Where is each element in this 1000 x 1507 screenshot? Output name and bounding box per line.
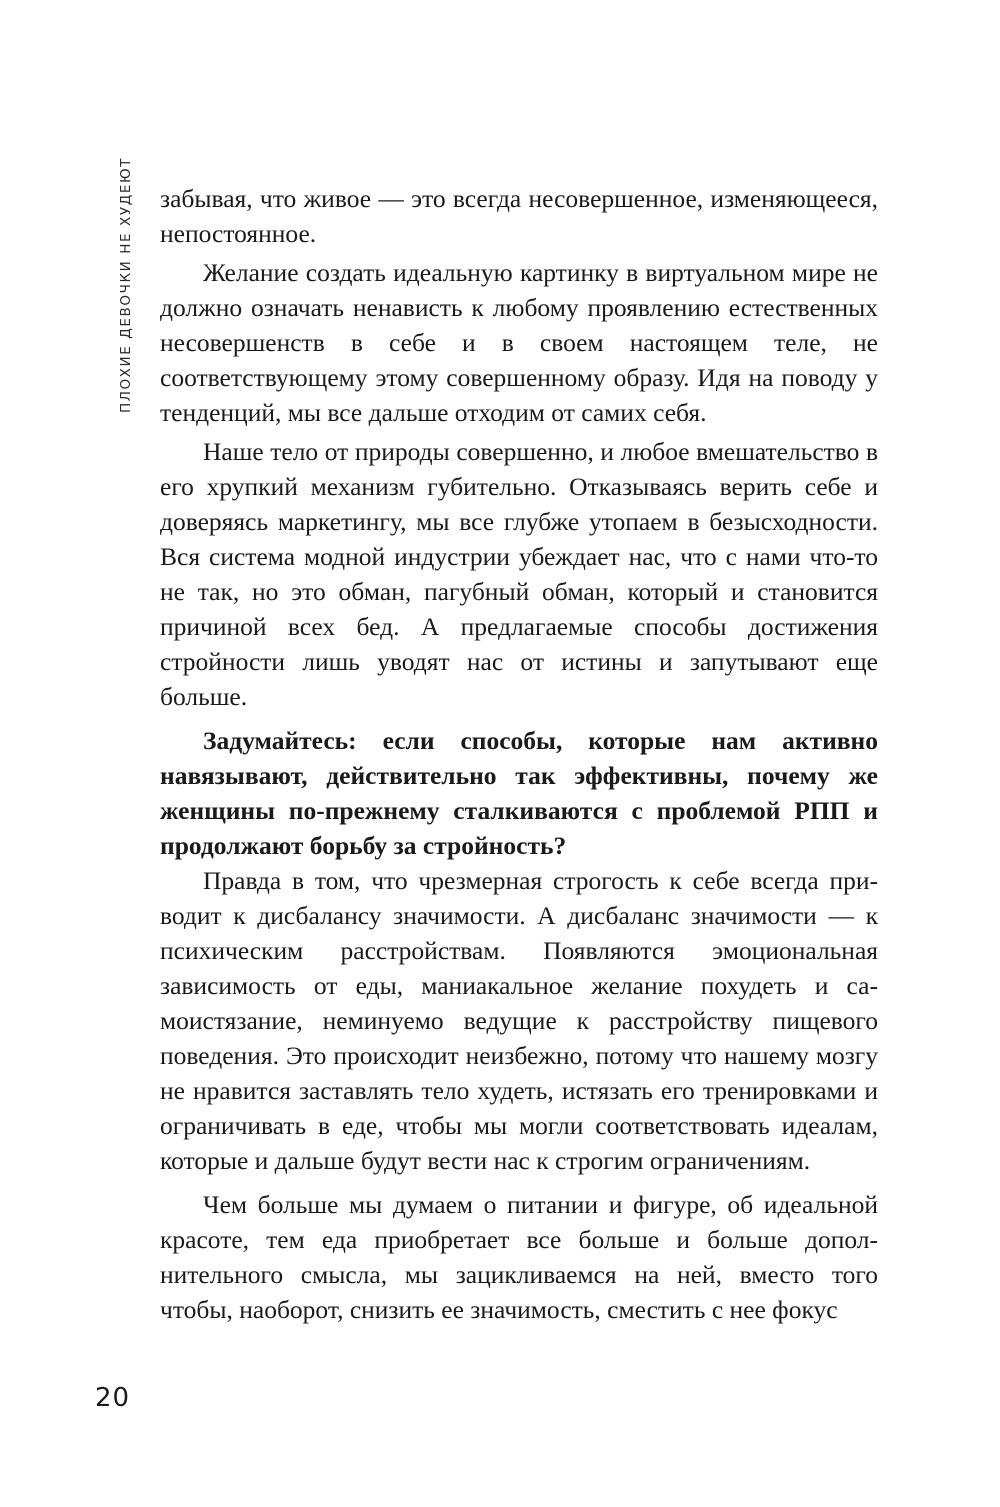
paragraph-1: забывая, что живое — это всегда несовершенное, изменяющееся, непостоянное.	[160, 184, 878, 248]
paragraph-3: Наше тело от природы совершенно, и любое вмешательство в его хрупкий механизм губительно. Отказываясь верить себе и доверяясь маркетингу, мы все глубже утопаем в безысходности. Вся система модной индустрии убеждает нас, что с нами что-то не так, но это обман, пагубный обман, который и становится причиной всех бед. А предлагаемые способы достижения стройности лишь уводят нас от истины и запутывают еще больше.	[160, 437, 878, 711]
page-number: 20	[95, 1383, 131, 1413]
body-text	[160, 181, 878, 1327]
running-head-title: ПЛОХИЕ ДЕВОЧКИ НЕ ХУДЕЮТ	[118, 157, 134, 414]
paragraph-2: Желание создать идеальную картинку в виртуальном мире не должно означать ненависть к любому проявлению естественных несовершенств в себе и в своем настоящем теле, не соответствующему этому совершенному образу. Идя на поводу у тенденций, мы все дальше отходим от самих себя.	[160, 258, 878, 427]
paragraph-6: Чем больше мы думаем о питании и фигуре, об идеальной красоте, тем еда приобретает все больше и больше дополнительного смысла, мы зацикливаемся на ней, вместо того чтобы, наоборот, снизить ее значимость, сместить с нее фокус	[160, 1190, 878, 1324]
paragraph-5: Правда в том, что чрезмерная строгость к себе всегда приводит к дисбалансу значимости. А дисбаланс значимости — к психическим расстройствам. Появляются эмоциональная зависимость от еды, маниакальное желание похудеть и самоистязание, неминуемо ведущие к расстройству пищевого поведения. Это происходит неизбежно, потому что нашему мозгу не нравится заставлять тело худеть, истязать его тренировками и ограничивать в еде, чтобы мы могли соответствовать идеалам, которые и дальше будут вести нас к строгим ограничениям.	[160, 866, 878, 1175]
running-head	[115, 157, 137, 414]
paragraph-4-bold-question: Задумайтесь: если способы, которые нам активно навязывают, действительно так эффективны, почему же женщины по-прежнему сталкиваются с проблемой РПП и продолжают борьбу за стройность?	[160, 726, 878, 860]
